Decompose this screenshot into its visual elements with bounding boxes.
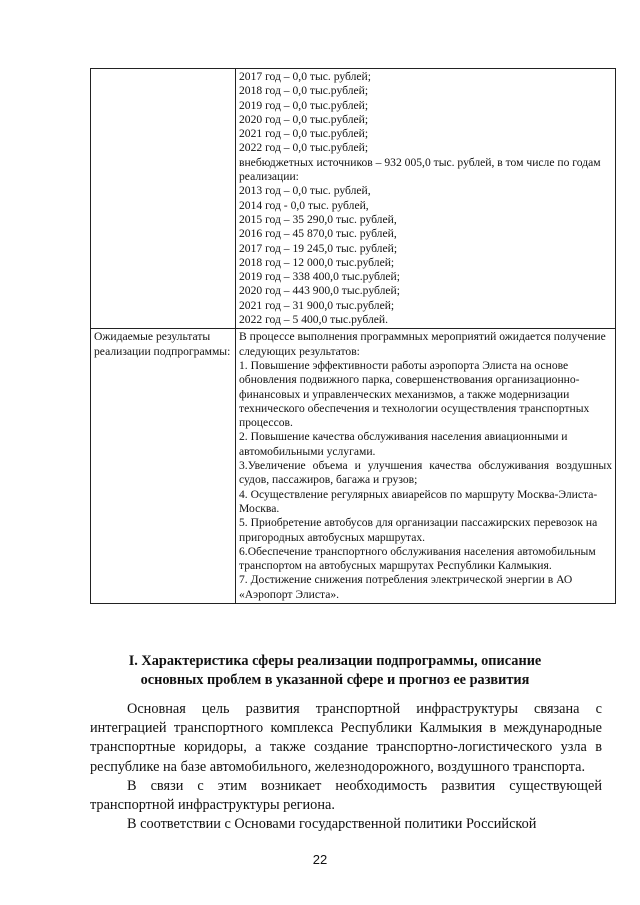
table-row [91,69,616,329]
funding-line: 2017 год – 0,0 тыс. рублей; [239,70,371,83]
subprogram-passport-table [90,68,616,604]
funding-line: 2015 год – 35 290,0 тыс. рублей, [239,212,397,226]
funding-line: 2020 год – 0,0 тыс.рублей; [239,112,369,126]
page-number: 22 [312,852,328,867]
funding-line: внебюджетных источников – 932 005,0 тыс. рублей, в том числе по годам реализации: [239,155,601,184]
row-label-cell [91,69,236,329]
results-paragraph: 6.Обеспечение транспортного обслуживания населения автомобильным транспортом на автобусных маршрутах Республики Калмыкия. [239,544,596,573]
funding-line: 2018 год – 0,0 тыс.рублей; [239,84,369,98]
results-paragraph: В процессе выполнения программных мероприятий ожидается получение следующих результатов: [239,330,606,358]
results-cell [236,329,616,604]
funding-line: 2021 год – 31 900,0 тыс.рублей; [239,298,395,312]
funding-line: 2022 год – 0,0 тыс.рублей; [239,141,369,155]
section-heading: I. Характеристика сферы реализации подпрограммы, описание основных проблем в указанной сфере и прогноз ее развития [128,653,542,688]
body-paragraph: Основная цель развития транспортной инфраструктуры связана с интеграцией транспортного комплекса Республики Калмыкия в международные транспортные коридоры, а также создание транспортно-логистического узла в республике на базе автомобильного, железнодорожного, воздушного транспорта. [90,701,602,775]
funding-line: 2018 год – 12 000,0 тыс.рублей; [239,255,395,269]
table-row [91,329,616,604]
funding-line: 2017 год – 19 245,0 тыс. рублей; [239,241,398,255]
expected-results-label: Ожидаемые результаты реализации подпрограммы: [94,330,231,358]
funding-line: 2019 год – 338 400,0 тыс.рублей; [239,270,400,284]
funding-line: 2020 год – 443 900,0 тыс.рублей; [239,284,400,298]
funding-line: 2019 год – 0,0 тыс.рублей; [239,98,369,112]
results-paragraph: 3.Увеличение объема и улучшения качества обслуживания воздушных судов, пассажиров, багажа и грузов; [239,459,612,487]
funding-line: 2016 год – 45 870,0 тыс. рублей, [239,227,397,241]
body-paragraph: В связи с этим возникает необходимость развития существующей транспортной инфраструктуры региона. [90,777,602,814]
funding-line: 2014 год - 0,0 тыс. рублей, [239,198,369,212]
body-paragraph: В соответствии с Основами государственной политики Российской [127,816,537,833]
body-text [90,700,602,834]
funding-line: 2013 год – 0,0 тыс. рублей, [239,184,371,198]
results-paragraph: 2. Повышение качества обслуживания населения авиационными и автомобильными услугами. [239,430,568,458]
funding-line: 2021 год – 0,0 тыс.рублей; [239,127,369,141]
results-paragraph: 5. Приобретение автобусов для организации пассажирских перевозок на пригородных автобусных маршрутах. [239,516,598,544]
row-label-cell [91,329,236,604]
funding-cell [236,69,616,329]
funding-line: 2022 год – 5 400,0 тыс.рублей. [239,313,389,327]
results-paragraph: 7. Достижение снижения потребления электрической энергии в АО «Аэропорт Элиста». [239,573,573,601]
results-paragraph: 1. Повышение эффективности работы аэропорта Элиста на основе обновления подвижного парка, совершенствования организационно-финансовых и управленческих механизмов, а также модернизации технического обеспечения и технологии осуществления транспортных процессов. [239,358,590,430]
results-paragraph: 4. Осуществление регулярных авиарейсов по маршруту Москва-Элиста-Москва. [239,487,598,515]
